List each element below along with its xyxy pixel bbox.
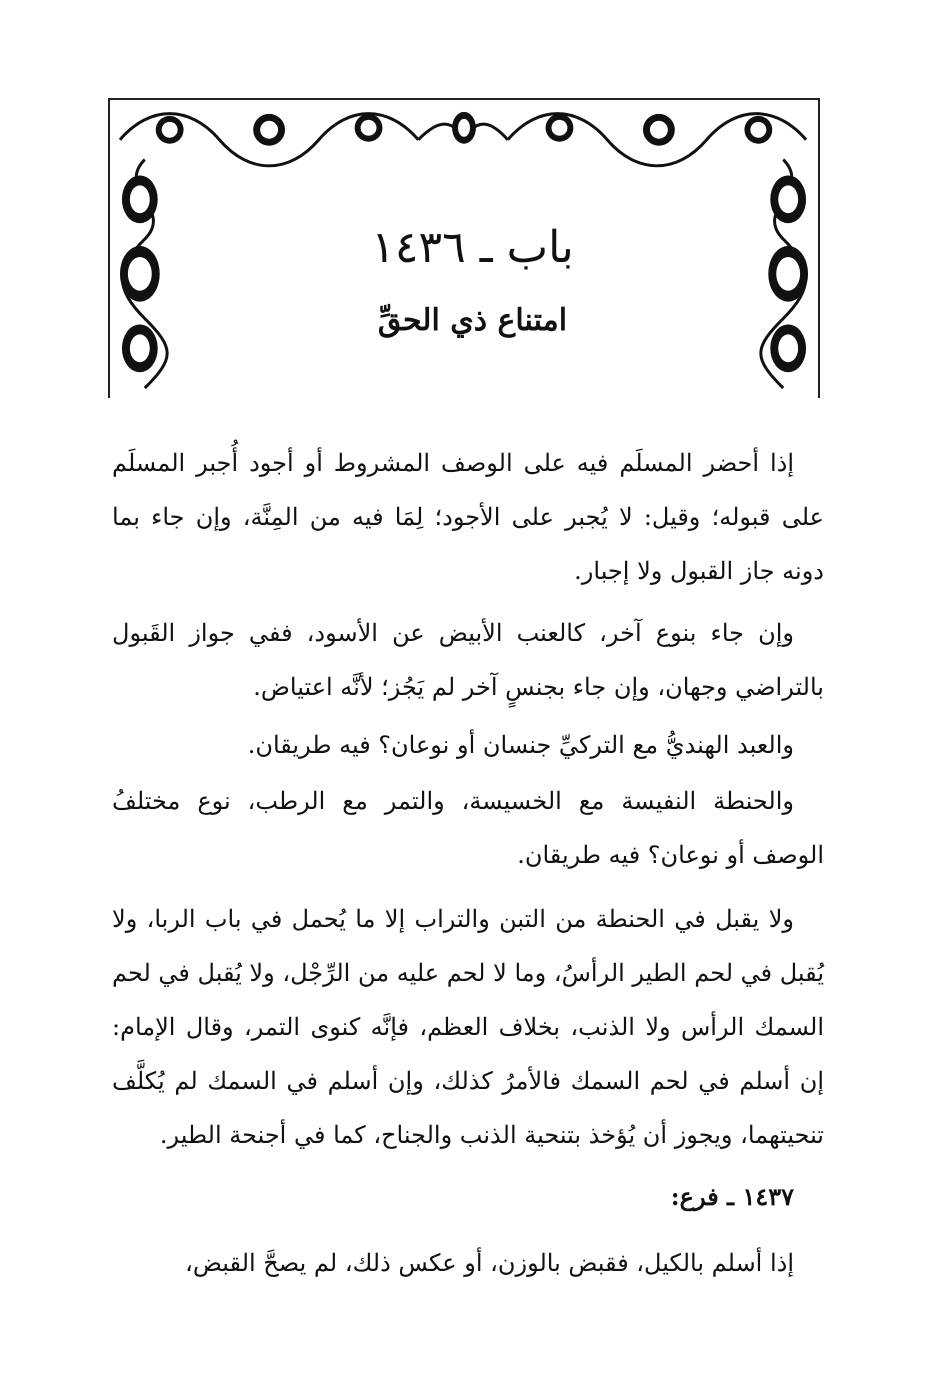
chapter-title: امتناع ذي الحقِّ: [377, 303, 568, 338]
body-section-1: [112, 436, 824, 598]
paragraph-4: والحنطة النفيسة مع الخسيسة، والتمر مع الرطب، نوع مختلفُ الوصف أو نوعان؟ فيه طريقان.: [112, 787, 824, 869]
body-section-2: [112, 606, 824, 714]
paragraph-5: ولا يقبل في الحنطة من التبن والتراب إلا ما يُحمل في باب الربا، ولا يُقبل في لحم الطير الرأسُ، وما لا لحم عليه من الرِّجْل، ولا يُقبل في لحم السمك الرأس ولا الذنب، بخلاف العظم، فإنَّه كنوى التمر، وقال الإمام: إن أسلم في لحم السمك فالأمرُ كذلك، وإن أسلم في السمك لم يُكلَّف تنحيتهما، ويجوز أن يُؤخذ بتنحية الذنب والجناح، كما في أجنحة الطير.: [112, 905, 824, 1149]
chapter-number: ١٤٣٦: [371, 222, 466, 273]
chapter-heading: [0, 222, 945, 273]
body-section-4: [112, 774, 824, 882]
body-section-5: [112, 892, 824, 1162]
section-heading: ١٤٣٧ ـ فرع:: [670, 1182, 794, 1211]
chapter-word: باب: [506, 222, 574, 273]
paragraph-2: وإن جاء بنوع آخر، كالعنب الأبيض عن الأسود، ففي جواز القَبول بالتراضي وجهان، وإن جاء بجنسٍ آخر لم يَجُز؛ لأنَّه اعتياض.: [112, 619, 824, 701]
paragraph-6: إذا أسلم بالكيل، فقبض بالوزن، أو عكس ذلك، لم يصحَّ القبض،: [185, 1249, 794, 1277]
paragraph-1: إذا أحضر المسلَم فيه على الوصف المشروط أو أجود أُجبر المسلَم على قبوله؛ وقيل: لا يُجبر على الأجود؛ لِمَا فيه من المِنَّة، وإن جاء بما دونه جاز القبول ولا إجبار.: [112, 449, 824, 585]
body-section-6: [112, 1170, 824, 1224]
body-section-7: [112, 1236, 824, 1290]
paragraph-3: والعبد الهنديُّ مع التركيِّ جنسان أو نوعان؟ فيه طريقان.: [247, 731, 794, 759]
body-section-3: [112, 718, 824, 772]
chapter-dash: ـ: [479, 222, 493, 273]
